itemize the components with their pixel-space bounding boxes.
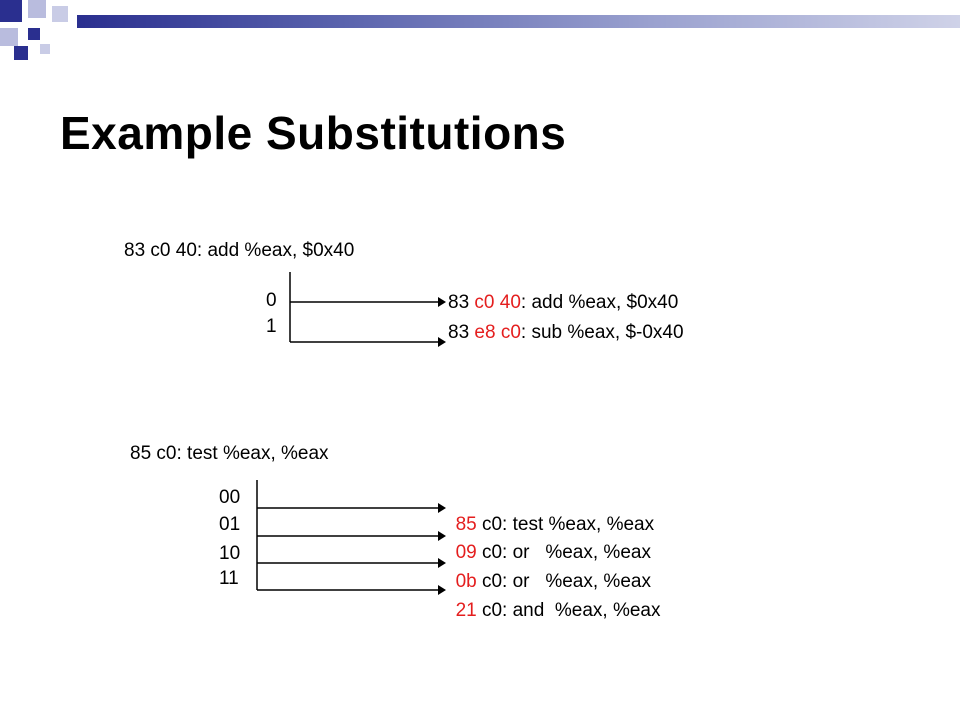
example2-bit-label: 00 [219, 487, 241, 508]
substituted-bytes: e8 c0 [474, 322, 521, 343]
substituted-opcode: 09 [455, 542, 477, 563]
opcode-text: 83 [448, 322, 475, 343]
example1-bit-label: 0 [266, 290, 277, 311]
instruction-text: c0: test %eax, %eax [476, 514, 655, 535]
example2-output-line [445, 578, 660, 622]
example2-bit-label: 10 [219, 543, 241, 564]
instruction-text: : sub %eax, $-0x40 [520, 322, 684, 343]
substituted-bytes: c0 40 [474, 292, 521, 313]
instruction-text: : add %eax, $0x40 [520, 292, 679, 313]
substituted-opcode: 85 [455, 514, 477, 535]
arrowhead-icon [438, 297, 446, 307]
example1-bit-label: 1 [266, 316, 277, 337]
arrowhead-icon [438, 337, 446, 347]
example2-source-instruction: 85 c0: test %eax, %eax [130, 443, 329, 464]
substituted-opcode: 21 [455, 600, 477, 621]
example2-bit-label: 11 [219, 568, 239, 589]
example1-source-instruction: 83 c0 40: add %eax, $0x40 [124, 240, 355, 261]
example1-output-line [448, 322, 684, 344]
slide-title: Example Substitutions [60, 107, 567, 159]
instruction-text: c0: and %eax, %eax [476, 600, 661, 621]
substituted-opcode: 0b [455, 571, 477, 592]
opcode-text: 83 [448, 292, 475, 313]
instruction-text: c0: or %eax, %eax [476, 571, 651, 592]
example2-bit-label: 01 [219, 514, 241, 535]
instruction-text: c0: or %eax, %eax [476, 542, 651, 563]
example1-output-line [448, 292, 678, 314]
